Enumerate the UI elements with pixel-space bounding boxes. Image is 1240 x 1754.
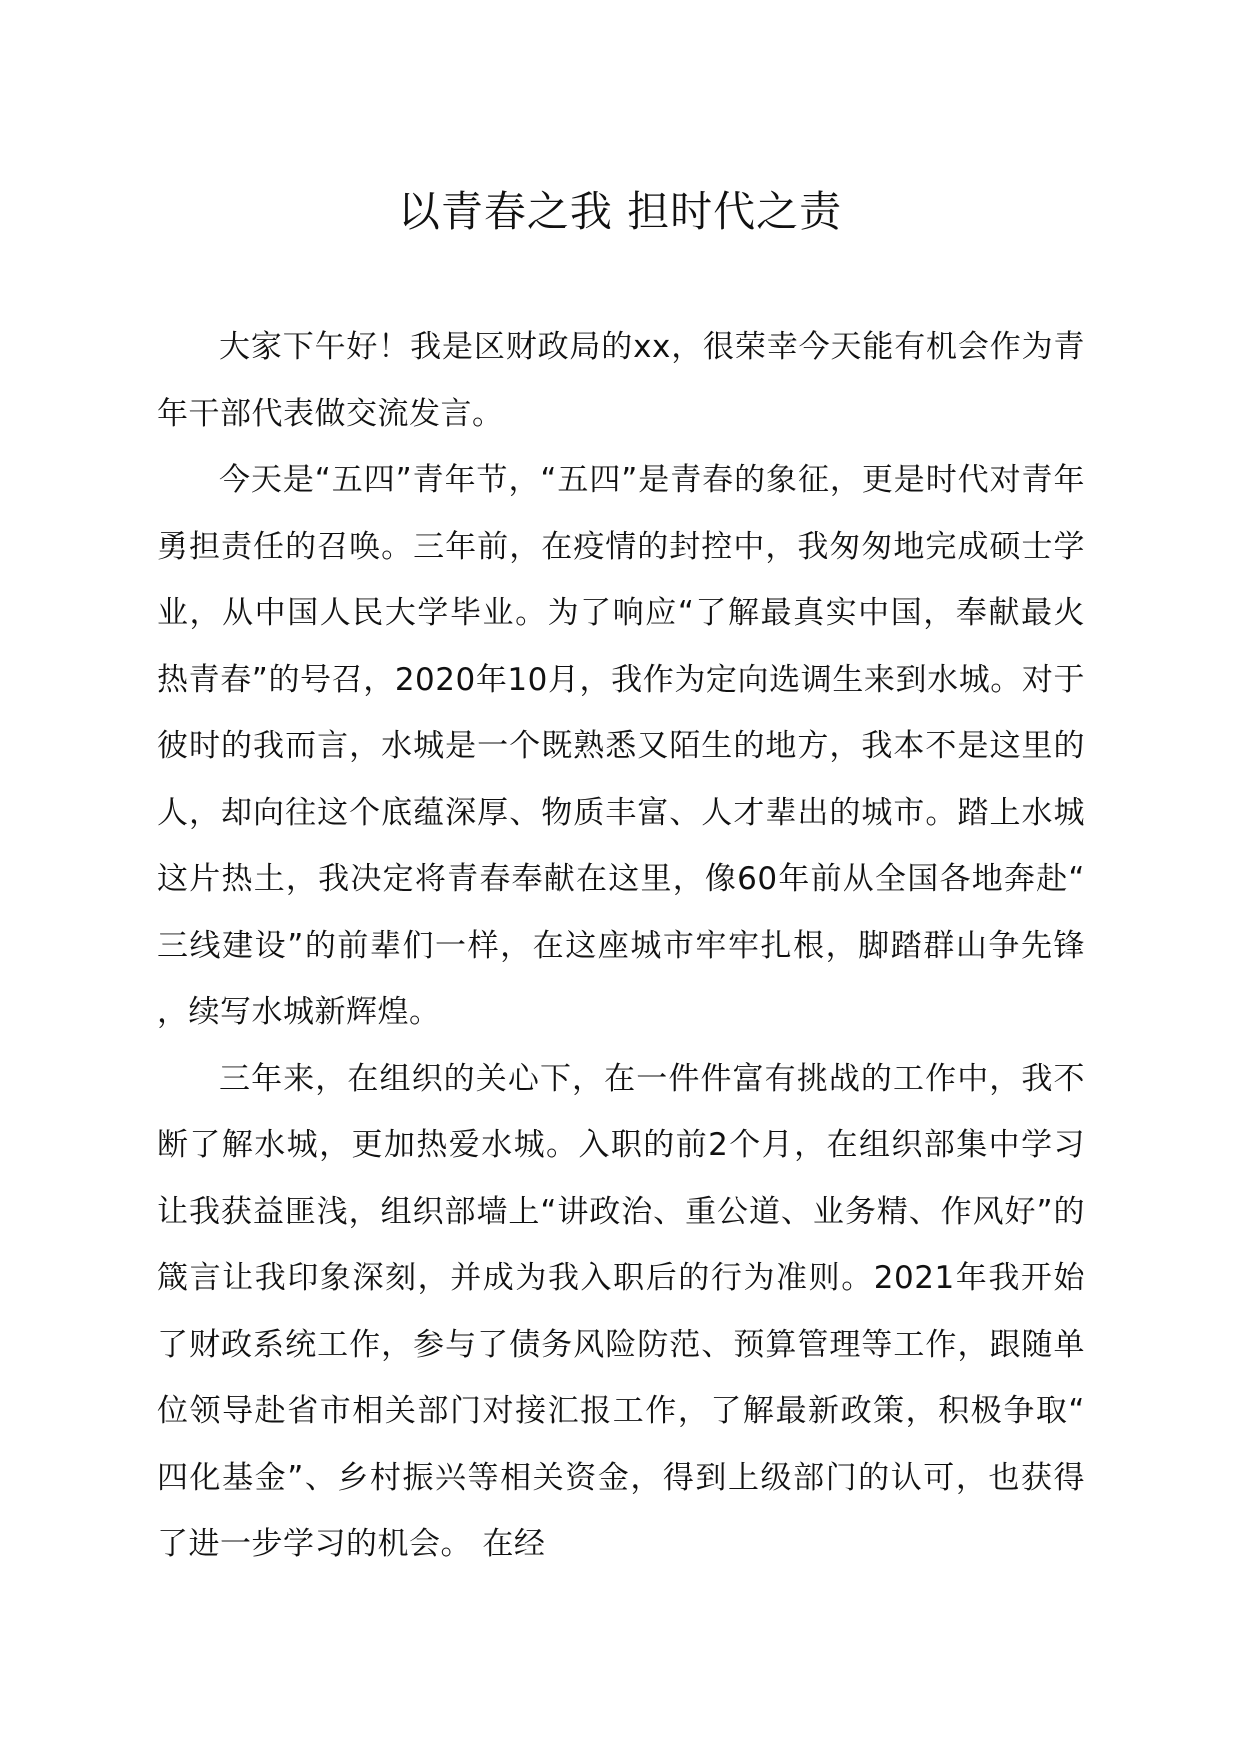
paragraph-greeting: 大家下午好！我是区财政局的xx，很荣幸今天能有机会作为青年干部代表做交流发言。 bbox=[157, 329, 1085, 432]
document-title: 以青春之我 担时代之责 bbox=[397, 187, 843, 236]
paragraph-may-fourth: 今天是“五四”青年节，“五四”是青春的象征，更是时代对青年勇担责任的召唤。三年前，在疫情的封控中，我匆匆地完成硕士学业，从中国人民大学毕业。为了响应“了解最真实中国，奉献最火热青春”的号召，2020年10月，我作为定向选调生来到水城。对于彼时的我而言，水城是一个既熟悉又陌生的地方，我本不是这里的人，却向往这个底蕴深厚、物质丰富、人才辈出的城市。踏上水城这片热土，我决定将青春奉献在这里，像60年前从全国各地奔赴“三线建设”的前辈们一样，在这座城市牢牢扎根，脚踏群山争先锋，续写水城新辉煌。 bbox=[157, 462, 1085, 1030]
paragraph-three-years: 三年来，在组织的关心下，在一件件富有挑战的工作中，我不断了解水城，更加热爱水城。入职的前2个月，在组织部集中学习让我获益匪浅，组织部墙上“讲政治、重公道、业务精、作风好”的箴言让我印象深刻，并成为我入职后的行为准则。2021年我开始了财政系统工作，参与了债务风险防范、预算管理等工作，跟随单位领导赴省市相关部门对接汇报工作，了解最新政策，积极争取“四化基金”、乡村振兴等相关资金，得到上级部门的认可，也获得了进一步学习的机会。 在经 bbox=[157, 1060, 1085, 1562]
document-body bbox=[157, 314, 1085, 1578]
